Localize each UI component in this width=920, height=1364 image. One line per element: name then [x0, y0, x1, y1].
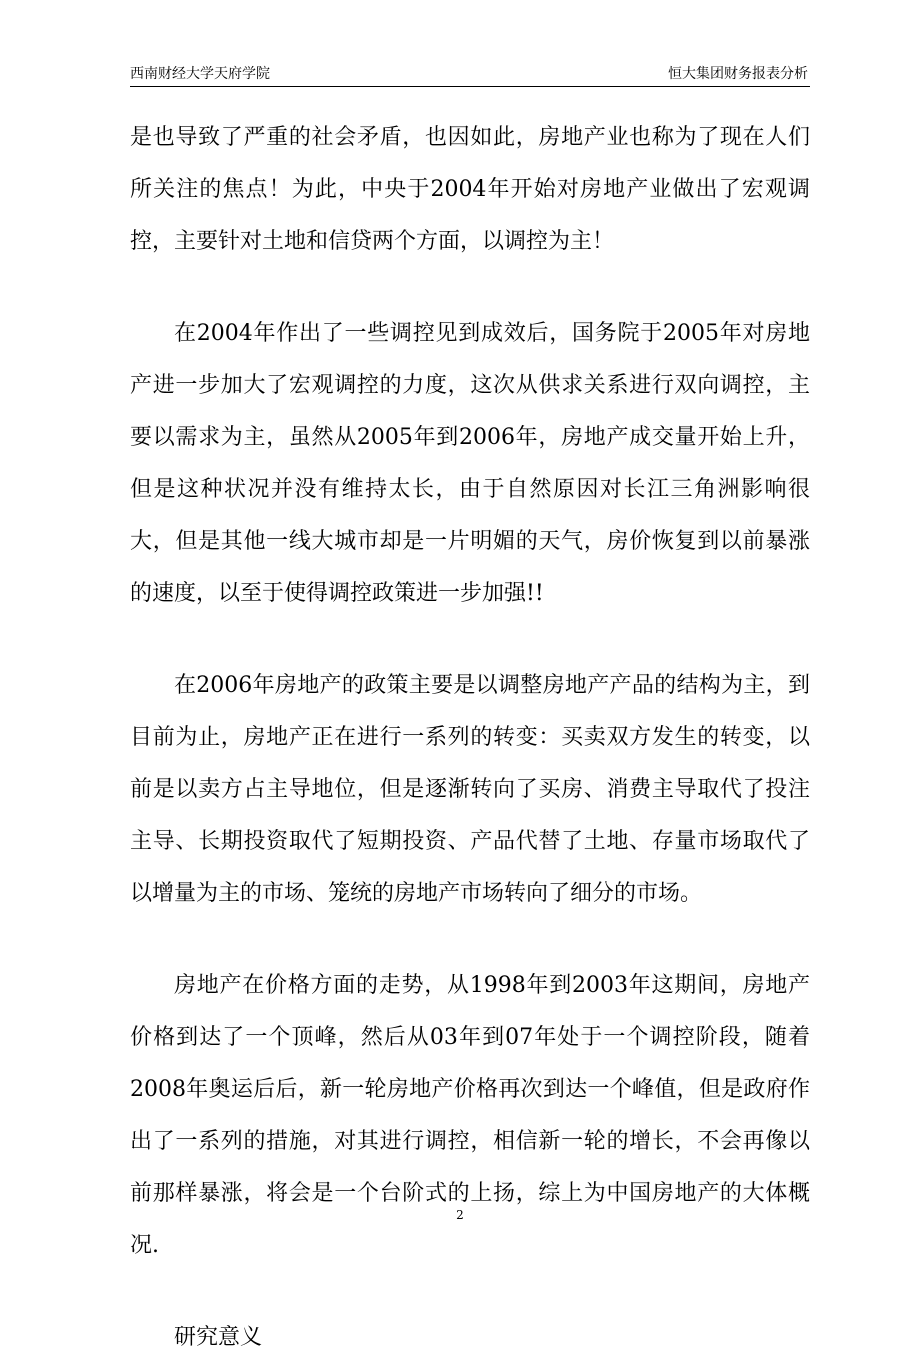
- paragraph-1: 是也导致了严重的社会矛盾，也因如此，房地产业也称为了现在人们所关注的焦点！为此，中央于2004年开始对房地产业做出了宏观调控，主要针对土地和信贷两个方面，以调控为主！: [130, 125, 810, 254]
- document-body: [130, 112, 810, 1364]
- paragraph-4: 房地产在价格方面的走势，从1998年到2003年这期间，房地产价格到达了一个顶峰，然后从03年到07年处于一个调控阶段，随着2008年奥运后后，新一轮房地产价格再次到达一个峰值，但是政府作出了一系列的措施，对其进行调控，相信新一轮的增长，不会再像以前那样暴涨，将会是一个台阶式的上扬，综上为中国房地产的大体概况.: [130, 973, 810, 1258]
- section-heading-research-significance: 研究意义: [174, 1325, 263, 1350]
- page-number: 2: [456, 1208, 464, 1222]
- header-school-name: 西南财经大学天府学院: [130, 66, 270, 82]
- page-header: [130, 62, 810, 87]
- paragraph-3: 在2006年房地产的政策主要是以调整房地产产品的结构为主，到目前为止，房地产正在进行一系列的转变：买卖双方发生的转变，以前是以卖方占主导地位，但是逐渐转向了买房、消费主导取代了投注主导、长期投资取代了短期投资、产品代替了土地、存量市场取代了以增量为主的市场、笼统的房地产市场转向了细分的市场。: [130, 673, 810, 906]
- header-document-title: 恒大集团财务报表分析: [668, 66, 808, 82]
- paragraph-2: 在2004年作出了一些调控见到成效后，国务院于2005年对房地产进一步加大了宏观调控的力度，这次从供求关系进行双向调控，主要以需求为主，虽然从2005年到2006年，房地产成交量开始上升，但是这种状况并没有维持太长，由于自然原因对长江三角洲影响很大，但是其他一线大城市却是一片明媚的天气，房价恢复到以前暴涨的速度，以至于使得调控政策进一步加强!!: [130, 321, 810, 606]
